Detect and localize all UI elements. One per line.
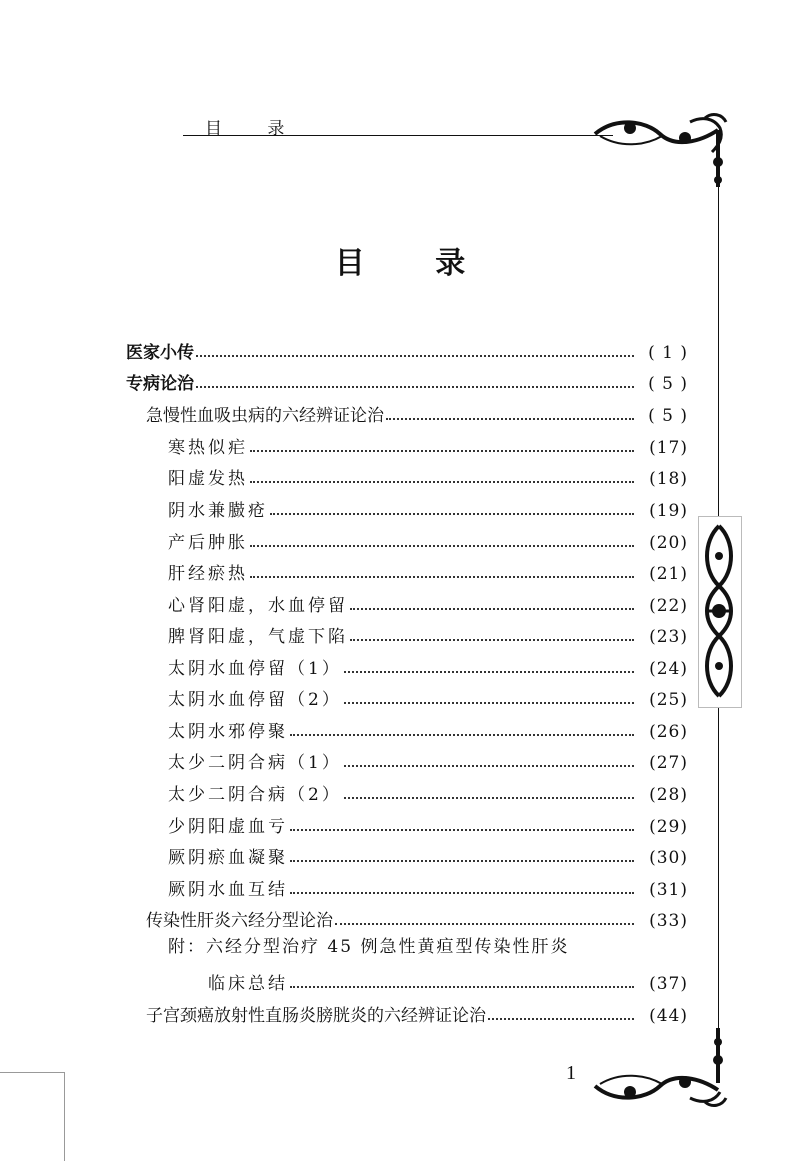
toc-leader-dots	[196, 355, 634, 357]
toc-entry[interactable]	[168, 683, 688, 711]
toc-leader-dots	[290, 860, 634, 862]
toc-entry-page: (23)	[649, 627, 688, 647]
toc-entry[interactable]	[146, 904, 688, 932]
toc-leader-dots	[350, 608, 634, 610]
toc-entry[interactable]	[168, 810, 688, 838]
toc-entry-title: 少阴阳虚血亏	[168, 817, 288, 837]
toc-leader-dots	[344, 671, 634, 673]
toc-entry-title: 心肾阳虚，水血停留	[168, 596, 348, 616]
toc-entry-page: (19)	[649, 501, 688, 521]
toc-entry-page: (29)	[649, 817, 688, 837]
toc-entry-page: (33)	[649, 911, 688, 931]
toc-leader-dots	[488, 1018, 634, 1020]
toc-entry-title: 临床总结	[208, 974, 288, 994]
toc-entry-page: (30)	[649, 848, 688, 868]
bottom-corner-ornament-icon	[590, 1028, 730, 1108]
toc-entry[interactable]	[168, 557, 688, 585]
toc-entry[interactable]	[146, 399, 688, 427]
toc-entry[interactable]	[168, 462, 688, 490]
toc-entry-page: (21)	[649, 564, 688, 584]
toc-leader-dots	[344, 765, 634, 767]
header-rule	[183, 135, 613, 136]
toc-entry-title: 专病论治	[126, 374, 194, 394]
toc-entry[interactable]	[168, 652, 688, 680]
toc-leader-dots	[344, 797, 634, 799]
toc-leader-dots	[290, 986, 634, 988]
toc-entry-page: (28)	[649, 785, 688, 805]
toc-entry-page: (20)	[649, 533, 688, 553]
toc-entry-title: 太少二阴合病（2）	[168, 785, 342, 805]
toc-entry-page: (44)	[649, 1006, 688, 1026]
toc-entry-page: ( 5 )	[648, 374, 688, 394]
toc-entry-title: 阴水兼臌疮	[168, 501, 268, 521]
toc-entry-title: 太阴水邪停聚	[168, 722, 288, 742]
toc-entry[interactable]	[168, 620, 688, 648]
toc-leader-dots	[335, 923, 634, 925]
toc-entry[interactable]	[168, 778, 688, 806]
toc-entry-title: 阳虚发热	[168, 469, 248, 489]
toc-entry-title: 厥阴瘀血凝聚	[168, 848, 288, 868]
toc-entry[interactable]	[168, 526, 688, 554]
toc-leader-dots	[350, 639, 634, 641]
toc-entry-title: 医家小传	[126, 343, 194, 363]
toc-leader-dots	[250, 545, 634, 547]
toc-entry[interactable]	[168, 746, 688, 774]
toc-entry-page: (31)	[649, 880, 688, 900]
toc-entry-title: 寒热似疟	[168, 438, 248, 458]
toc-entry-title: 子宫颈癌放射性直肠炎膀胱炎的六经辨证论治	[146, 1006, 486, 1026]
page-title: 目 录	[334, 246, 496, 281]
toc-entry-page: (25)	[649, 690, 688, 710]
toc-entry-page: (37)	[649, 974, 688, 994]
toc-leader-dots	[290, 734, 634, 736]
toc-leader-dots	[290, 892, 634, 894]
toc-entry[interactable]	[146, 999, 688, 1027]
toc-entry[interactable]	[208, 967, 688, 995]
toc-entry-page: (17)	[649, 438, 688, 458]
toc-leader-dots	[386, 418, 634, 420]
side-ornament-icon	[698, 516, 740, 706]
toc-appendix-note: 附：六经分型治疗 45 例急性黄疸型传染性肝炎	[168, 937, 570, 957]
toc-leader-dots	[196, 386, 634, 388]
toc-leader-dots	[270, 513, 634, 515]
toc-entry[interactable]	[168, 873, 688, 901]
toc-entry[interactable]	[168, 431, 688, 459]
toc-leader-dots	[250, 450, 634, 452]
toc-entry-title: 产后肿胀	[168, 533, 248, 553]
toc-entry[interactable]	[168, 715, 688, 743]
toc-entry-page: (18)	[649, 469, 688, 489]
toc-entry-page: ( 5 )	[648, 406, 688, 426]
toc-entry-title: 太少二阴合病（1）	[168, 753, 342, 773]
toc-entry[interactable]	[168, 589, 688, 617]
toc-entry-page: (22)	[649, 596, 688, 616]
toc-entry-title: 传染性肝炎六经分型论治	[146, 911, 333, 931]
top-corner-ornament-icon	[590, 112, 730, 192]
toc-leader-dots	[344, 702, 634, 704]
toc-entry[interactable]	[126, 336, 688, 364]
toc-entry-title: 急慢性血吸虫病的六经辨证论治	[146, 406, 384, 426]
toc-entry-title: 太阴水血停留（2）	[168, 690, 342, 710]
toc-entry-title: 脾肾阳虚，气虚下陷	[168, 627, 348, 647]
toc-leader-dots	[290, 829, 634, 831]
scan-edge-artifact	[0, 1072, 65, 1161]
toc-leader-dots	[250, 576, 634, 578]
page-number: 1	[566, 1062, 576, 1084]
toc-entry[interactable]	[126, 367, 688, 395]
toc-entry-page: (26)	[649, 722, 688, 742]
running-header: 目 录	[205, 119, 305, 139]
toc-entry[interactable]	[168, 494, 688, 522]
toc-entry-page: (27)	[649, 753, 688, 773]
toc-entry-page: ( 1 )	[648, 343, 688, 363]
toc-entry-title: 肝经瘀热	[168, 564, 248, 584]
toc-entry-title: 太阴水血停留（1）	[168, 659, 342, 679]
toc-entry-title: 厥阴水血互结	[168, 880, 288, 900]
toc-entry[interactable]	[168, 841, 688, 869]
toc-entry-page: (24)	[649, 659, 688, 679]
toc-leader-dots	[250, 481, 634, 483]
